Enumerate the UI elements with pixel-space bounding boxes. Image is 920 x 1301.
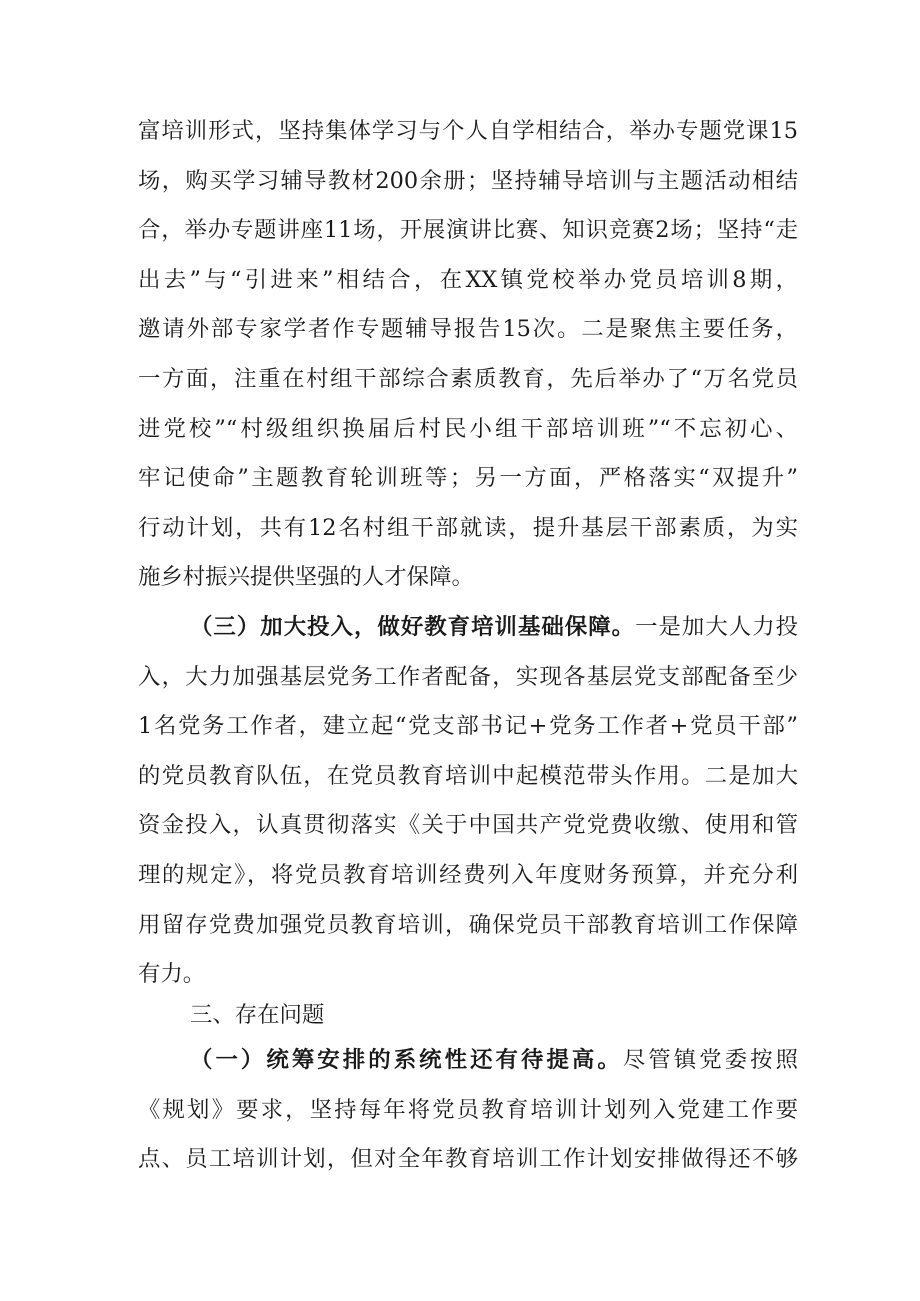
text-line: 《规划》要求，坚持每年将党员教育培训计划列入党建工作要: [138, 1096, 798, 1123]
text-line: 出去”与“引进来”相结合，在XX镇党校举办党员培训8期，: [138, 266, 798, 293]
text-line: 用留存党费加强党员教育培训，确保党员干部教育培训工作保障: [138, 911, 798, 938]
text-line: 富培训形式，坚持集体学习与个人自学相结合，举办专题党课15: [138, 118, 798, 144]
text-line: 场，购买学习辅导教材200余册；坚持辅导培训与主题活动相结: [138, 167, 798, 194]
subsection-heading: （一）统筹安排的系统性还有待提高。: [190, 1047, 623, 1073]
text-run: 一是加大人力投: [635, 614, 799, 640]
text-line: 入，大力加强基层党务工作者配备，实现各基层党支部配备至少: [138, 663, 798, 690]
text-line: 资金投入，认真贯彻落实《关于中国共产党党费收缴、使用和管: [138, 812, 798, 839]
text-line: 牢记使命”主题教育轮训班等；另一方面，严格落实“双提升”: [138, 465, 798, 492]
text-line: 有力。: [138, 961, 206, 988]
subsection-heading: （三）加大投入，做好教育培训基础保障。: [190, 614, 636, 640]
text-line: 邀请外部专家学者作专题辅导报告15次。二是聚焦主要任务，: [138, 316, 798, 343]
text-line: 的党员教育队伍，在党员教育培训中起模范带头作用。二是加大: [138, 762, 798, 789]
text-line: 进党校”“村级组织换届后村民小组干部培训班”“不忘初心、: [138, 415, 798, 442]
section-title: 三、存在问题: [190, 1002, 325, 1028]
text-line: 合，举办专题讲座11场，开展演讲比赛、知识竞赛2场；坚持“走: [138, 217, 798, 244]
text-run: 尽管镇党委按照: [622, 1047, 799, 1073]
paragraph-investment: [138, 603, 798, 1000]
text-line: 点、员工培训计划，但对全年教育培训工作计划安排做得还不够: [138, 1146, 798, 1173]
text-line: 1名党务工作者，建立起“党支部书记+党务工作者+党员干部”: [138, 713, 798, 740]
text-line: 理的规定》，将党员教育培训经费列入年度财务预算，并充分利: [138, 861, 798, 888]
text-line: [138, 603, 798, 653]
text-line: 施乡村振兴提供坚强的人才保障。: [138, 564, 474, 591]
text-line: [138, 1036, 798, 1086]
paragraph-training-forms: [138, 107, 798, 603]
paragraph-problems: [138, 1036, 798, 1185]
text-line: 一方面，注重在村组干部综合素质教育，先后举办了“万名党员: [138, 365, 798, 392]
text-line: 行动计划，共有12名村组干部就读，提升基层干部素质，为实: [138, 514, 798, 541]
